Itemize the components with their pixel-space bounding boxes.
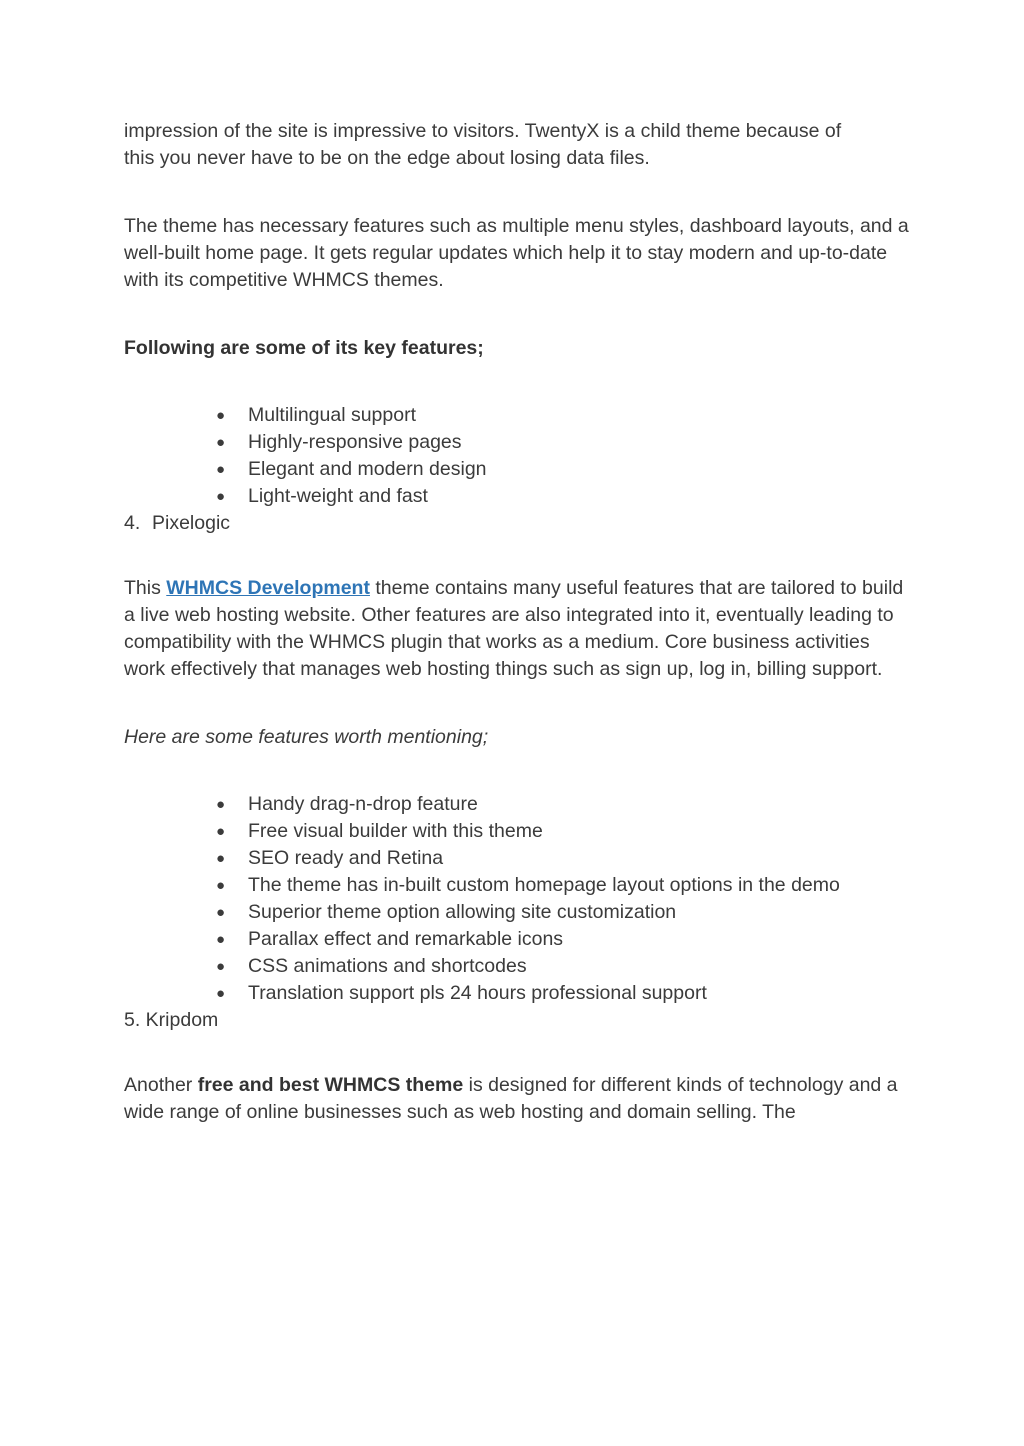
section-4-name: Pixelogic — [152, 512, 231, 534]
bullet-icon: ● — [216, 407, 226, 424]
section-5-para-suffix: is designed for different kinds of technology and a wide range of online businesses such as web hosting and domain selling. The — [124, 1074, 898, 1123]
list-item-label: Superior theme option allowing site customization — [248, 901, 677, 923]
list-item — [214, 980, 914, 1007]
theme-features-paragraph: The theme has necessary features such as multiple menu styles, dashboard layouts, and a well-built home page. It gets regular updates which help it to stay modern and up-to-date with its competitive WHMCS themes. — [124, 215, 909, 291]
list-item — [214, 926, 914, 953]
list-item — [214, 456, 914, 483]
key-features-heading: Following are some of its key features; — [124, 337, 484, 359]
list-item-label: Highly-responsive pages — [248, 431, 462, 453]
list-item — [214, 818, 914, 845]
bullet-icon: ● — [216, 488, 226, 505]
bullet-icon: ● — [216, 931, 226, 948]
list-item-label: The theme has in-built custom homepage layout options in the demo — [248, 874, 840, 896]
section-4-para-suffix: theme contains many useful features that are tailored to build a live web hosting website. Other features are also integrated into it, eventually leading to compatibility with the WHMCS plugin that works as a medium. Core business activities work effectively that manages web hosting things such as sign up, log in, billing support. — [124, 577, 904, 680]
list-item-label: Translation support pls 24 hours professional support — [248, 982, 707, 1004]
list-item — [214, 899, 914, 926]
section-4-number: 4. — [124, 512, 141, 534]
section-4-para-prefix: This — [124, 577, 167, 599]
intro-line-1: impression of the site is impressive to visitors. TwentyX is a child theme because of — [124, 120, 842, 142]
features-list — [124, 791, 914, 1007]
bullet-icon: ● — [216, 434, 226, 451]
document-page — [124, 118, 914, 1167]
list-item-label: Parallax effect and remarkable icons — [248, 928, 564, 950]
list-item-label: Free visual builder with this theme — [248, 820, 543, 842]
list-item — [214, 953, 914, 980]
bullet-icon: ● — [216, 796, 226, 813]
section-5-title: 5. Kripdom — [124, 1009, 219, 1031]
bullet-icon: ● — [216, 823, 226, 840]
list-item-label: CSS animations and shortcodes — [248, 955, 527, 977]
whmcs-development-link[interactable]: WHMCS Development — [166, 577, 370, 599]
list-item-label: Light-weight and fast — [248, 485, 428, 507]
intro-line-2: this you never have to be on the edge about losing data files. — [124, 147, 650, 169]
list-item — [214, 429, 914, 456]
section-4-paragraph — [124, 575, 914, 683]
list-item — [214, 483, 914, 510]
bullet-icon: ● — [216, 877, 226, 894]
list-item — [214, 845, 914, 872]
bullet-icon: ● — [216, 985, 226, 1002]
list-item — [214, 872, 914, 899]
bullet-icon: ● — [216, 904, 226, 921]
section-4-title — [124, 510, 914, 537]
section-5-paragraph — [124, 1072, 914, 1126]
features-heading: Here are some features worth mentioning; — [124, 726, 489, 748]
key-features-list — [124, 402, 914, 510]
list-item-label: Handy drag-n-drop feature — [248, 793, 478, 815]
bullet-icon: ● — [216, 461, 226, 478]
list-item-label: Multilingual support — [248, 404, 417, 426]
list-item — [214, 791, 914, 818]
intro-paragraph — [124, 118, 914, 172]
section-5-para-prefix: Another — [124, 1074, 198, 1096]
bullet-icon: ● — [216, 850, 226, 867]
list-item-label: Elegant and modern design — [248, 458, 487, 480]
section-5-bold-phrase: free and best WHMCS theme — [197, 1074, 464, 1096]
list-item-label: SEO ready and Retina — [248, 847, 444, 869]
bullet-icon: ● — [216, 958, 226, 975]
list-item — [214, 402, 914, 429]
